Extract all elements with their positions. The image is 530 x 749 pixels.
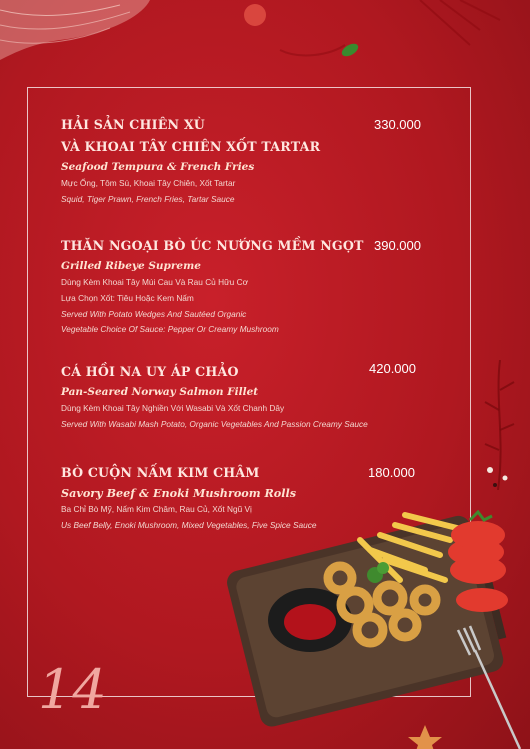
item-price: 180.000	[368, 465, 415, 480]
item-desc-vi: Lựa Chọn Xốt: Tiêu Hoặc Kem Nấm	[61, 292, 194, 303]
item-desc-vi: Mực Ống, Tôm Sú, Khoai Tây Chiên, Xốt Tartar	[61, 178, 236, 188]
item-desc-en: Served With Wasabi Mash Potato, Organic Vegetables And Passion Creamy Sauce	[61, 418, 368, 429]
item-name-en: Pan-Seared Norway Salmon Fillet	[61, 386, 259, 398]
item-name: CÁ HỒI NA UY ÁP CHẢO	[61, 364, 239, 379]
menu-item	[61, 235, 421, 338]
item-desc-en: Us Beef Belly, Enoki Mushroom, Mixed Vegetables, Five Spice Sauce	[61, 519, 317, 530]
item-name-en: Savory Beef & Enoki Mushroom Rolls	[61, 486, 297, 500]
item-price: 330.000	[374, 117, 421, 132]
item-name: VÀ KHOAI TÂY CHIÊN XỐT TARTAR	[61, 139, 321, 154]
item-price: 390.000	[374, 238, 421, 253]
tomato-icon	[244, 4, 266, 26]
item-desc-vi: Dùng Kèm Khoai Tây Múi Cau Và Rau Củ Hữu Cơ	[61, 277, 249, 287]
item-name: BÒ CUỘN NẤM KIM CHÂM	[61, 465, 260, 480]
item-desc-en: Squid, Tiger Prawn, French Fries, Tartar Sauce	[61, 193, 235, 204]
item-name: THĂN NGOẠI BÒ ÚC NƯỚNG MỀM NGỌT	[61, 238, 364, 253]
item-name-en: Seafood Tempura & French Fries	[61, 161, 255, 173]
seafood-dish-image	[220, 480, 530, 749]
item-desc-en: Vegetable Choice Of Sauce: Pepper Or Creamy Mushroom	[61, 324, 279, 335]
menu-item	[61, 361, 416, 433]
wave-ornament-icon	[0, 0, 530, 100]
item-desc-vi: Dùng Kèm Khoai Tây Nghiền Với Wasabi Và Xốt Chanh Dây	[61, 403, 285, 413]
item-price: 420.000	[369, 361, 416, 376]
item-desc-en: Served With Potato Wedges And Sautéed Organic	[61, 308, 247, 319]
page-number: 14	[38, 658, 107, 721]
leaf-icon	[340, 41, 361, 59]
item-name-en: Grilled Ribeye Supreme	[61, 260, 201, 272]
menu-item	[61, 114, 421, 208]
item-name: HẢI SẢN CHIÊN XÙ	[61, 117, 205, 132]
item-desc-vi: Ba Chỉ Bò Mỹ, Nấm Kim Châm, Rau Củ, Xốt Ngũ Vị	[61, 504, 252, 514]
herb-sprig-icon	[470, 360, 530, 490]
